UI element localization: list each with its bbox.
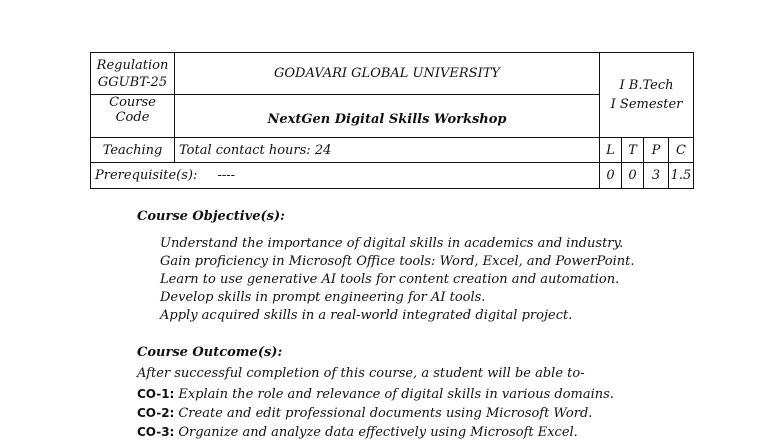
- course-header-table: [90, 52, 694, 189]
- outcome-item: [137, 404, 614, 423]
- outcome-text: Explain the role and relevance of digital skills in various domains.: [178, 387, 614, 402]
- ltpc-value-t: 0: [622, 163, 644, 189]
- ltpc-value-p: 3: [644, 163, 669, 189]
- ltpc-value-l: 0: [600, 163, 622, 189]
- university-name: GODAVARI GLOBAL UNIVERSITY: [175, 53, 600, 95]
- objective-item: Apply acquired skills in a real-world integrated digital project.: [160, 308, 573, 323]
- course-title: NextGen Digital Skills Workshop: [175, 95, 600, 138]
- ltpc-header-p: P: [644, 138, 669, 163]
- course-code-label: Course Code: [91, 95, 175, 138]
- objectives-heading: Course Objective(s):: [137, 209, 285, 224]
- year-semester-cell: [600, 53, 694, 138]
- objective-item: Understand the importance of digital skills in academics and industry.: [160, 236, 624, 251]
- regulation-cell: [91, 53, 175, 95]
- outcome-item: [137, 423, 614, 442]
- objective-item: Learn to use generative AI tools for content creation and automation.: [160, 272, 620, 287]
- ltpc-header-t: T: [622, 138, 644, 163]
- objective-item: Gain proficiency in Microsoft Office tools: Word, Excel, and PowerPoint.: [160, 254, 635, 269]
- ltpc-header-l: L: [600, 138, 622, 163]
- outcome-text: Create and edit professional documents using Microsoft Word.: [178, 406, 593, 421]
- objectives-list: [160, 235, 634, 325]
- year-label: I B.Tech: [619, 78, 674, 93]
- outcome-text: Organize and analyze data effectively using Microsoft Excel.: [178, 425, 578, 440]
- outcome-label: CO-3:: [137, 425, 175, 439]
- prerequisite-label: Prerequisite(s):: [95, 168, 198, 183]
- regulation-code: GGUBT-25: [97, 74, 168, 90]
- outcome-label: CO-1:: [137, 387, 175, 401]
- teaching-label: Teaching: [91, 138, 175, 163]
- semester-label: I Semester: [610, 97, 683, 112]
- contact-hours: Total contact hours: 24: [175, 138, 600, 163]
- ltpc-value-c: 1.5: [669, 163, 694, 189]
- outcomes-intro: After successful completion of this course, a student will be able to-: [137, 366, 585, 381]
- outcomes-heading: Course Outcome(s):: [137, 345, 283, 360]
- prerequisite-cell: [91, 163, 600, 189]
- outcome-item: [137, 385, 614, 404]
- outcome-label: CO-2:: [137, 406, 175, 420]
- prerequisite-value: ----: [217, 168, 236, 183]
- ltpc-header-c: C: [669, 138, 694, 163]
- outcomes-list: [137, 385, 614, 442]
- objective-item: Develop skills in prompt engineering for AI tools.: [160, 290, 486, 305]
- regulation-label: Regulation: [96, 57, 169, 73]
